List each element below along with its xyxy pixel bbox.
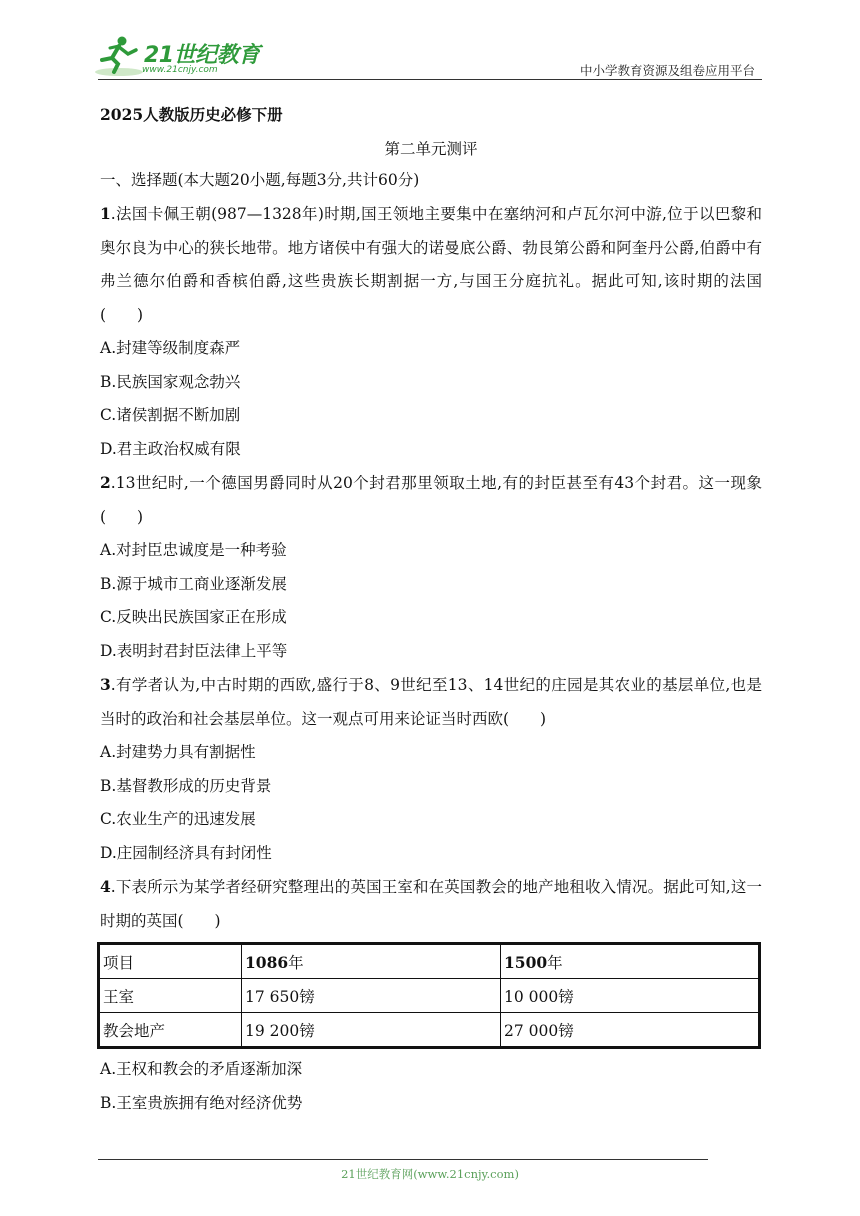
question-1-stem [100,197,762,332]
question-text: .13世纪时,一个德国男爵同时从20个封君那里领取土地,有的封臣甚至有43个封君。这一现象( ) [100,474,762,526]
year-unit: 年 [547,953,563,972]
header-divider [98,79,762,80]
year-number: 1500 [504,952,548,972]
section-heading: 一、选择题(本大题20小题,每题3分,共计60分) [100,171,420,189]
runner-logo-icon [92,34,146,78]
platform-name: 中小学教育资源及组卷应用平台 [579,63,755,78]
table-cell: 教会地产 [99,1013,242,1048]
question-text: .下表所示为某学者经研究整理出的英国王室和在英国教会的地产地租收入情况。据此可知,这一时期的英国( ) [100,878,762,930]
question-number: 2 [100,473,111,492]
document-title: 2025人教版历史必修下册 [100,105,283,124]
table-row [99,1013,760,1048]
question-3-option-d[interactable]: D.庄园制经济具有封闭性 [100,843,272,862]
table-header-cell: 项目 [99,944,242,979]
logo-brand-text: 21世纪教育 [144,43,260,68]
footer-link[interactable]: 21世纪教育网(www.21cnjy.com) [341,1167,519,1181]
table-cell: 17 650镑 [242,979,501,1013]
rent-income-table [97,942,761,1049]
logo-url-text: www.21cnjy.com [142,65,218,75]
table-cell: 10 000镑 [501,979,760,1013]
question-text: .法国卡佩王朝(987—1328年)时期,国王领地主要集中在塞纳河和卢瓦尔河中游,位于以巴黎和奥尔良为中心的狭长地带。地方诸侯中有强大的诺曼底公爵、勃艮第公爵和阿奎丹公爵,伯爵中有弗兰德尔伯爵和香槟伯爵,这些贵族长期割据一方,与国王分庭抗礼。据此可知,该时期的法国( ) [100,205,762,324]
question-1-option-a[interactable]: A.封建等级制度森严 [100,339,241,357]
question-4-option-b[interactable]: B.王室贵族拥有绝对经济优势 [100,1093,303,1112]
question-number: 1 [100,204,111,223]
table-header-cell [501,944,760,979]
question-2-stem [100,466,762,534]
question-number: 4 [100,877,111,896]
document-body [100,104,762,1120]
question-4-option-a[interactable]: A.王权和教会的矛盾逐渐加深 [100,1060,303,1078]
question-2-option-d[interactable]: D.表明封君封臣法律上平等 [100,641,288,660]
table-cell: 27 000镑 [501,1013,760,1048]
question-3-option-b[interactable]: B.基督教形成的历史背景 [100,776,272,795]
question-3-option-c[interactable]: C.农业生产的迅速发展 [100,810,256,828]
question-3-option-a[interactable]: A.封建势力具有割据性 [100,743,256,761]
question-2-option-a[interactable]: A.对封臣忠诚度是一种考验 [100,541,287,559]
question-1-option-b[interactable]: B.民族国家观念勃兴 [100,372,241,391]
table-header-cell [242,944,501,979]
table-row [99,979,760,1013]
question-4-stem [100,870,762,938]
year-number: 1086 [245,952,289,972]
question-2-option-c[interactable]: C.反映出民族国家正在形成 [100,608,287,626]
unit-title: 第二单元测评 [384,140,478,158]
table-cell: 王室 [99,979,242,1013]
question-number: 3 [100,675,111,694]
table-cell: 19 200镑 [242,1013,501,1048]
question-2-option-b[interactable]: B.源于城市工商业逐渐发展 [100,574,287,593]
question-1-option-d[interactable]: D.君主政治权威有限 [100,439,241,458]
question-3-stem [100,668,762,736]
site-logo [92,34,262,78]
footer-divider [98,1159,708,1160]
question-1-option-c[interactable]: C.诸侯割据不断加剧 [100,406,241,424]
year-unit: 年 [288,953,304,972]
question-text: .有学者认为,中古时期的西欧,盛行于8、9世纪至13、14世纪的庄园是其农业的基层单位,也是当时的政治和社会基层单位。这一观点可用来论证当时西欧( ) [100,676,762,728]
table-header-row [99,944,760,979]
